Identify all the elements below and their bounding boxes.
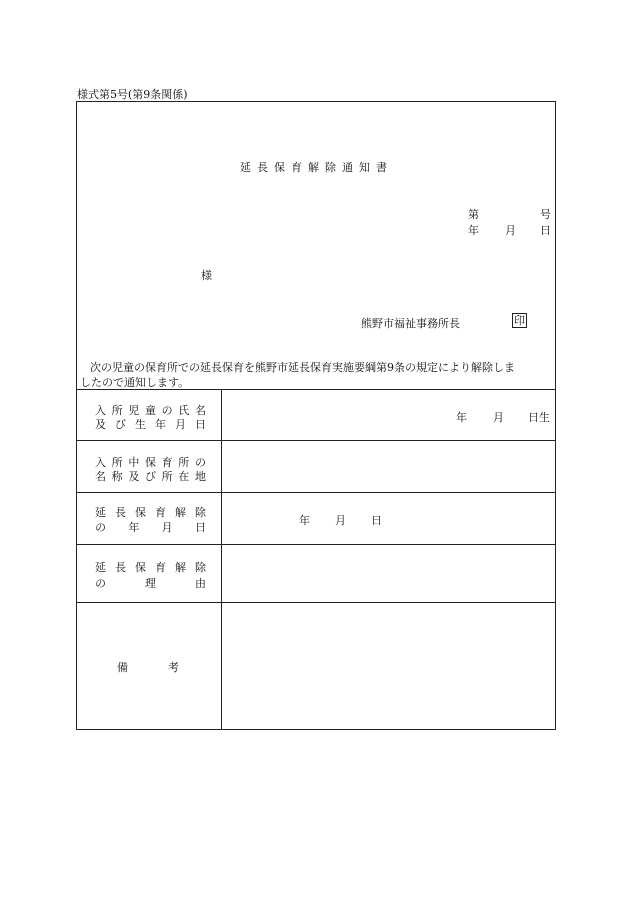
body-text-line-1: 次の児童の保育所での延長保育を熊野市延長保育実施要綱第9条の規定により解除しま bbox=[90, 361, 515, 374]
cancel-year: 年 bbox=[299, 514, 310, 527]
row-label-cancel-reason-2: の 理 由 bbox=[95, 577, 206, 590]
doc-number-prefix: 第 bbox=[468, 208, 479, 221]
recipient-suffix: 様 bbox=[201, 269, 212, 282]
row-label-cancel-date-2: の 年 月 日 bbox=[95, 521, 206, 534]
table-top-border bbox=[76, 389, 556, 390]
birth-month: 月 bbox=[493, 411, 504, 424]
date-year: 年 bbox=[468, 224, 479, 237]
body-text-line-2: したので通知します。 bbox=[80, 376, 190, 389]
row-divider bbox=[76, 440, 556, 441]
row-label-child-name: 入 所 児 童 の 氏 名 bbox=[95, 404, 206, 417]
row-label-remarks: 備 考 bbox=[117, 661, 179, 674]
row-label-nursery-name: 入 所 中 保 育 所 の bbox=[95, 456, 206, 469]
row-label-nursery-address: 名 称 及 び 所 在 地 bbox=[95, 470, 206, 483]
document-title: 延長保育解除通知書 bbox=[240, 161, 393, 174]
doc-number-suffix: 号 bbox=[540, 208, 551, 221]
row-divider bbox=[76, 544, 556, 545]
date-month: 月 bbox=[505, 224, 516, 237]
form-number: 様式第5号(第9条関係) bbox=[77, 88, 188, 101]
row-label-cancel-date: 延 長 保 育 解 除 bbox=[95, 506, 206, 519]
seal-mark: 印 bbox=[514, 314, 525, 327]
cancel-day: 日 bbox=[371, 514, 382, 527]
row-label-cancel-reason: 延 長 保 育 解 除 bbox=[95, 561, 206, 574]
row-label-child-birthdate: 及 び 生 年 月 日 bbox=[95, 418, 206, 431]
cancel-month: 月 bbox=[335, 514, 346, 527]
date-day: 日 bbox=[540, 224, 551, 237]
issuer-name: 熊野市福祉事務所長 bbox=[361, 317, 460, 330]
birth-year: 年 bbox=[456, 411, 467, 424]
birth-day: 日生 bbox=[528, 411, 550, 424]
row-divider bbox=[76, 492, 556, 493]
row-divider bbox=[76, 602, 556, 603]
column-divider bbox=[221, 389, 222, 730]
